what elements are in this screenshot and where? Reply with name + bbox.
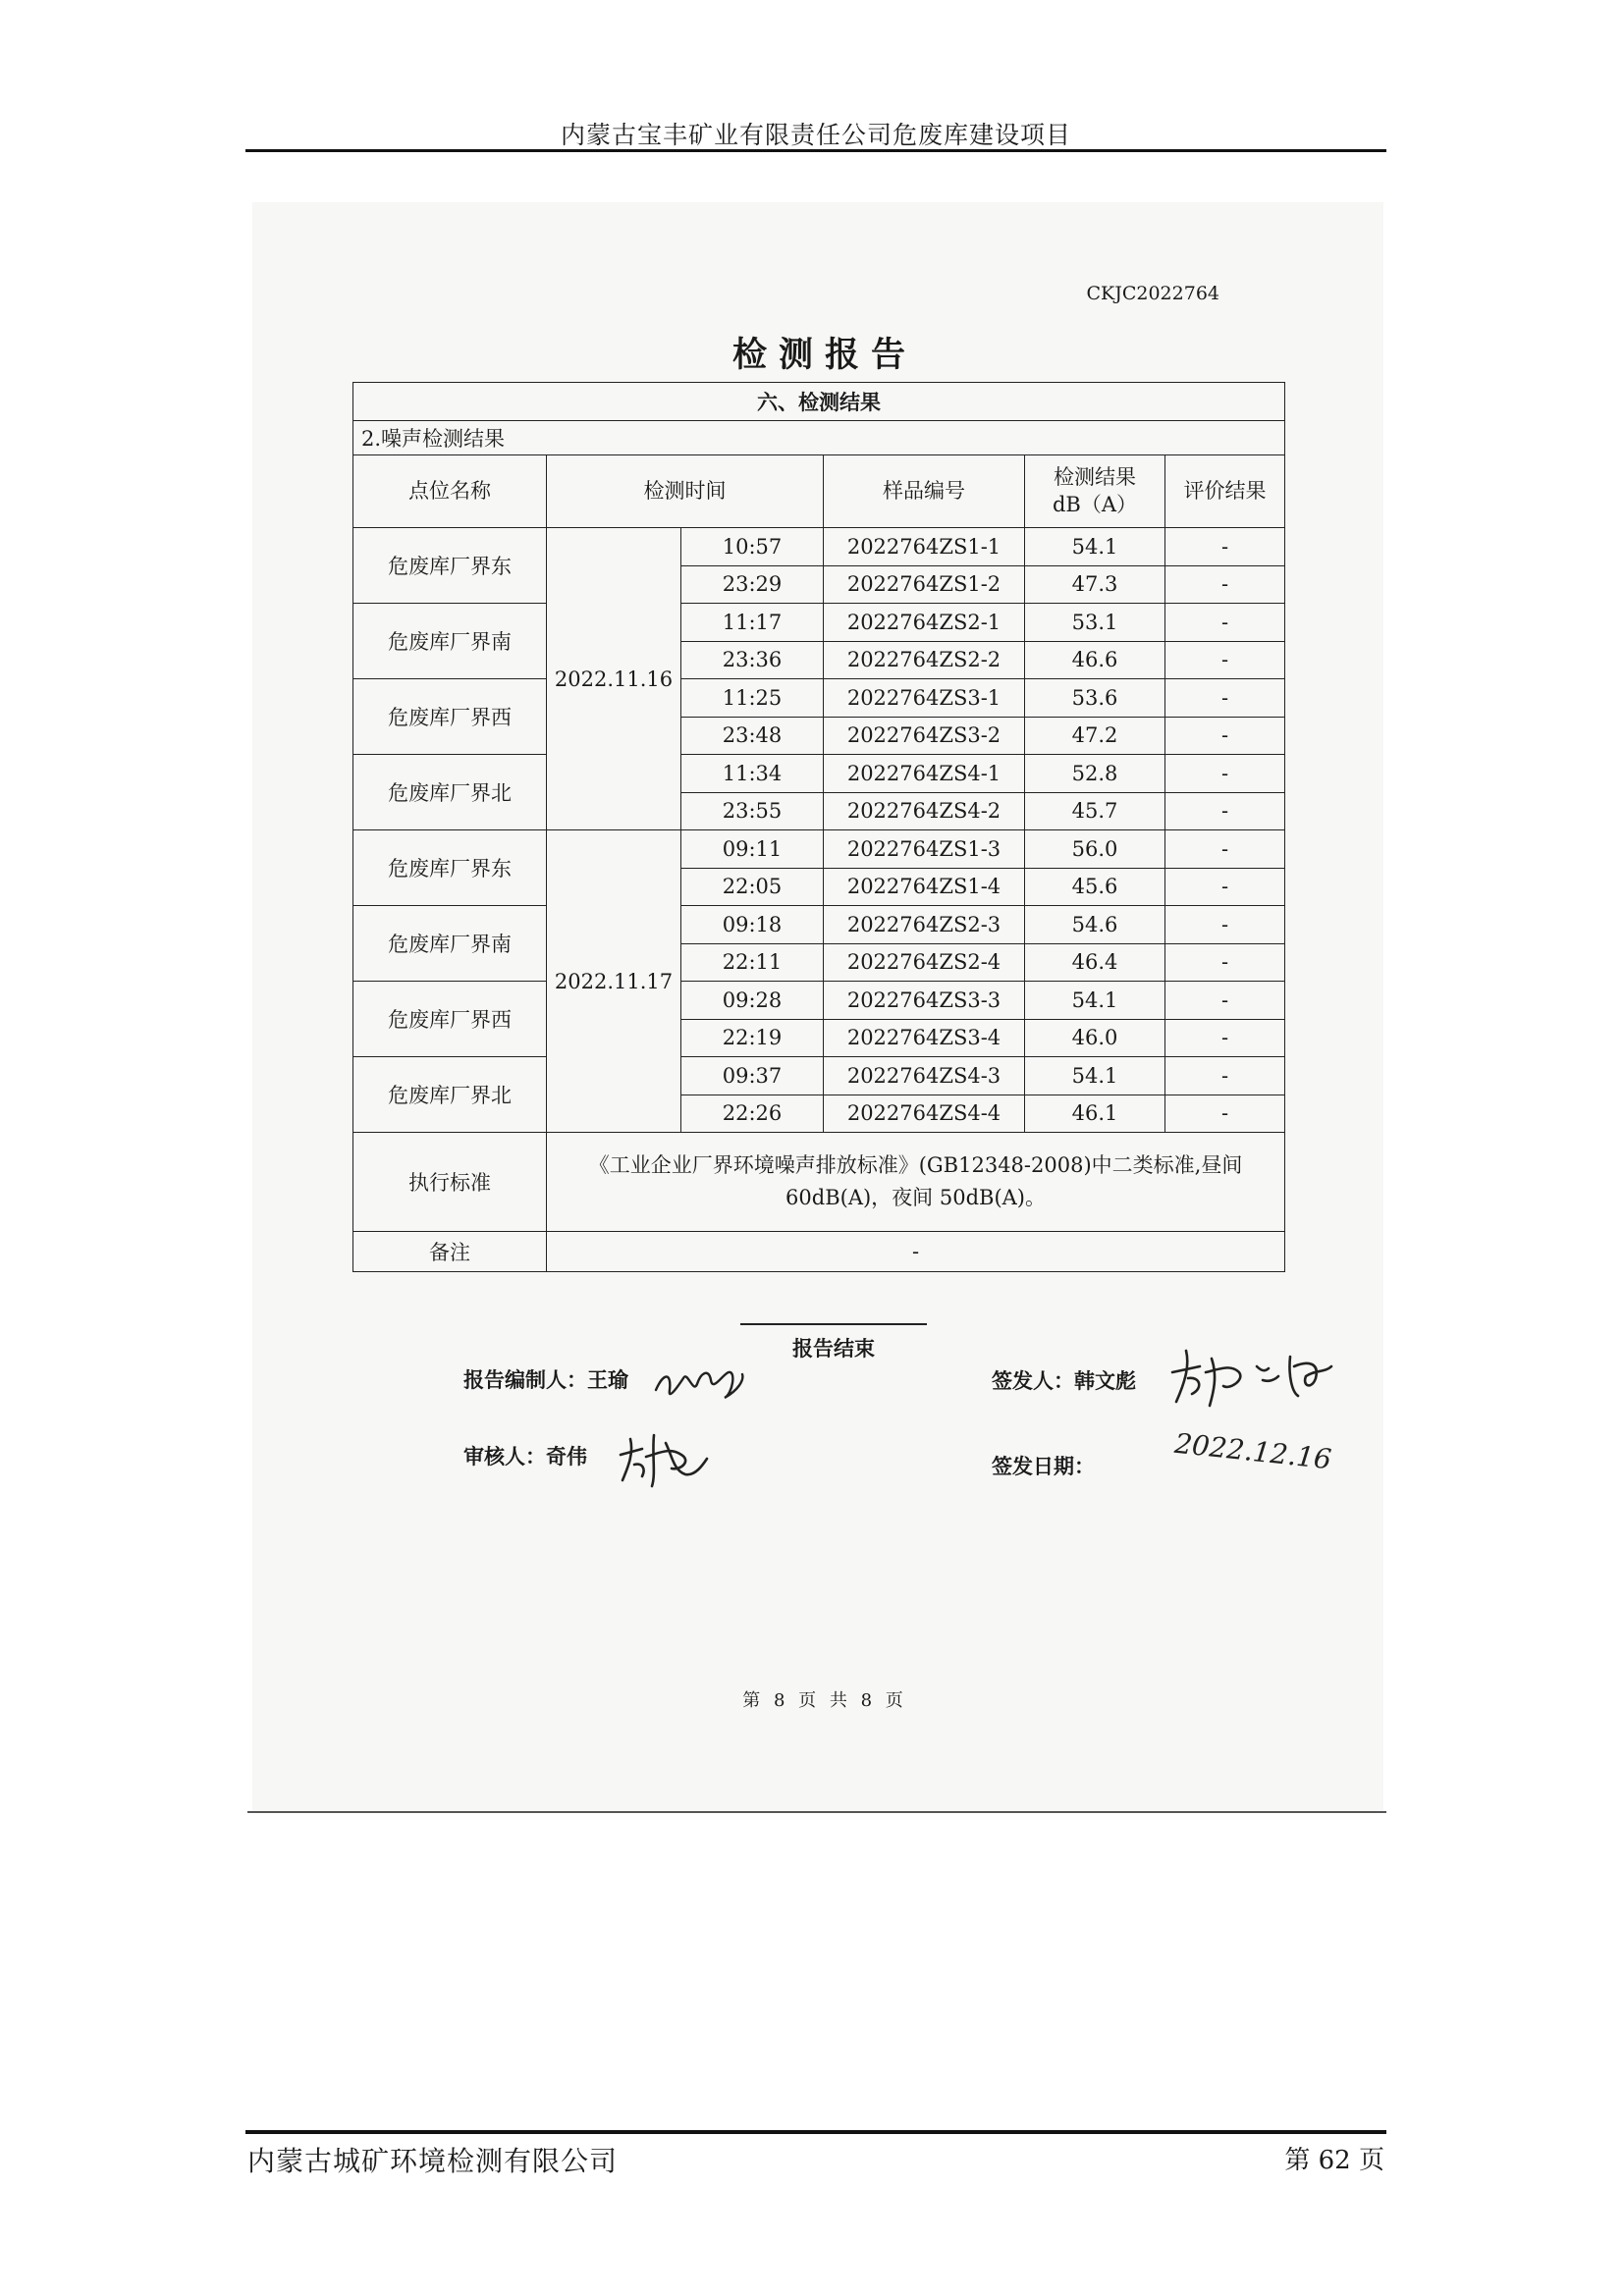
time-cell: 23:55: [681, 792, 824, 830]
evaluation-cell: -: [1165, 1057, 1285, 1095]
result-value-cell: 56.0: [1025, 830, 1165, 869]
location-name-cell: 危废库厂界南: [353, 906, 547, 982]
location-name-cell: 危废库厂界西: [353, 679, 547, 755]
evaluation-cell: -: [1165, 1095, 1285, 1133]
sample-id-cell: 2022764ZS3-1: [824, 679, 1025, 718]
table-row: [353, 1057, 1285, 1095]
result-value-cell: 46.1: [1025, 1095, 1165, 1133]
reviewer-signature: [613, 1425, 711, 1494]
result-value-cell: 47.3: [1025, 565, 1165, 604]
report-title: 检测报告: [731, 335, 917, 375]
result-value-cell: 54.1: [1025, 982, 1165, 1020]
sample-id-cell: 2022764ZS2-3: [824, 906, 1025, 944]
evaluation-cell: -: [1165, 868, 1285, 906]
footer-company: 内蒙古城矿环境检测有限公司: [247, 2145, 619, 2177]
evaluation-cell: -: [1165, 792, 1285, 830]
note-row: [353, 1232, 1285, 1272]
result-value-cell: 45.7: [1025, 792, 1165, 830]
time-cell: 23:29: [681, 565, 824, 604]
issue-date-label: 签发日期：: [992, 1455, 1095, 1478]
sample-id-cell: 2022764ZS4-4: [824, 1095, 1025, 1133]
compiler-signature: [650, 1351, 748, 1410]
standard-label-cell: 执行标准: [353, 1133, 547, 1232]
evaluation-cell: -: [1165, 679, 1285, 718]
result-value-cell: 45.6: [1025, 868, 1165, 906]
time-cell: 11:34: [681, 755, 824, 793]
location-name-cell: 危废库厂界南: [353, 604, 547, 679]
sample-id-cell: 2022764ZS3-3: [824, 982, 1025, 1020]
location-name-cell: 危废库厂界东: [353, 830, 547, 906]
footer-page-number: 第 62 页: [1284, 2146, 1384, 2175]
time-cell: 22:19: [681, 1019, 824, 1057]
sample-id-cell: 2022764ZS4-1: [824, 755, 1025, 793]
result-value-cell: 46.0: [1025, 1019, 1165, 1057]
column-header-evaluation: 评价结果: [1165, 455, 1285, 528]
time-cell: 23:36: [681, 641, 824, 679]
sample-id-cell: 2022764ZS1-4: [824, 868, 1025, 906]
evaluation-cell: -: [1165, 565, 1285, 604]
noise-results-table: [352, 382, 1285, 1272]
result-value-cell: 54.1: [1025, 1057, 1165, 1095]
footer-rule: [245, 2130, 1386, 2134]
table-row: [353, 906, 1285, 944]
issue-date-handwritten: 2022.12.16: [1172, 1426, 1333, 1476]
time-cell: 09:37: [681, 1057, 824, 1095]
evaluation-cell: -: [1165, 604, 1285, 642]
table-row: [353, 528, 1285, 566]
result-value-cell: 46.4: [1025, 943, 1165, 982]
standard-text-line: 60dB(A)，夜间 50dB(A)。: [785, 1186, 1047, 1209]
issuer-label: 签发人：韩文彪: [992, 1369, 1136, 1393]
result-value-cell: 53.1: [1025, 604, 1165, 642]
result-value-cell: 53.6: [1025, 679, 1165, 718]
date-cell: 2022.11.16: [547, 528, 681, 830]
column-header-location: 点位名称: [353, 455, 547, 528]
scan-edge: [247, 1811, 1386, 1813]
location-name-cell: 危废库厂界东: [353, 528, 547, 604]
report-number: CKJC2022764: [1086, 283, 1219, 304]
subsection-title: 2.噪声检测结果: [353, 421, 1285, 455]
standard-text-cell: [547, 1133, 1285, 1232]
evaluation-cell: -: [1165, 755, 1285, 793]
column-header-time: 检测时间: [547, 455, 824, 528]
standard-text-line: 《工业企业厂界环境噪声排放标准》(GB12348-2008)中二类标准,昼间: [588, 1153, 1243, 1178]
reviewer-label: 审核人：奇伟: [463, 1445, 587, 1468]
table-row: [353, 755, 1285, 793]
sample-id-cell: 2022764ZS2-4: [824, 943, 1025, 982]
date-cell: 2022.11.17: [547, 830, 681, 1133]
evaluation-cell: -: [1165, 943, 1285, 982]
sample-id-cell: 2022764ZS4-3: [824, 1057, 1025, 1095]
result-value-cell: 47.2: [1025, 717, 1165, 755]
sample-id-cell: 2022764ZS3-2: [824, 717, 1025, 755]
column-header-result-label: 检测结果: [1054, 465, 1136, 490]
header-rule: [245, 149, 1386, 152]
sample-id-cell: 2022764ZS1-3: [824, 830, 1025, 869]
result-value-cell: 54.1: [1025, 528, 1165, 566]
sample-id-cell: 2022764ZS4-2: [824, 792, 1025, 830]
sample-id-cell: 2022764ZS3-4: [824, 1019, 1025, 1057]
time-cell: 10:57: [681, 528, 824, 566]
table-row: [353, 604, 1285, 642]
issuer-signature: [1166, 1337, 1343, 1415]
result-value-cell: 54.6: [1025, 906, 1165, 944]
table-row: [353, 679, 1285, 718]
sample-id-cell: 2022764ZS1-2: [824, 565, 1025, 604]
evaluation-cell: -: [1165, 830, 1285, 869]
time-cell: 09:18: [681, 906, 824, 944]
evaluation-cell: -: [1165, 641, 1285, 679]
sample-id-cell: 2022764ZS2-2: [824, 641, 1025, 679]
time-cell: 11:25: [681, 679, 824, 718]
evaluation-cell: -: [1165, 906, 1285, 944]
time-cell: 11:17: [681, 604, 824, 642]
table-row: [353, 982, 1285, 1020]
evaluation-cell: -: [1165, 982, 1285, 1020]
location-name-cell: 危废库厂界北: [353, 1057, 547, 1133]
column-header-result: [1025, 455, 1165, 528]
location-name-cell: 危废库厂界西: [353, 982, 547, 1057]
end-of-report-rule: [740, 1323, 927, 1325]
time-cell: 09:28: [681, 982, 824, 1020]
end-of-report-label: 报告结束: [792, 1337, 875, 1361]
report-page-count: 第 8 页 共 8 页: [742, 1690, 907, 1711]
time-cell: 22:26: [681, 1095, 824, 1133]
compiler-label: 报告编制人：王瑜: [463, 1368, 628, 1392]
note-value-cell: -: [547, 1232, 1285, 1272]
evaluation-cell: -: [1165, 717, 1285, 755]
section-title: 六、检测结果: [353, 383, 1285, 421]
standard-row: [353, 1133, 1285, 1232]
evaluation-cell: -: [1165, 528, 1285, 566]
note-label-cell: 备注: [353, 1232, 547, 1272]
column-header-result-unit: dB（A）: [1052, 492, 1138, 516]
time-cell: 09:11: [681, 830, 824, 869]
result-value-cell: 46.6: [1025, 641, 1165, 679]
time-cell: 22:11: [681, 943, 824, 982]
sample-id-cell: 2022764ZS1-1: [824, 528, 1025, 566]
time-cell: 23:48: [681, 717, 824, 755]
sample-id-cell: 2022764ZS2-1: [824, 604, 1025, 642]
location-name-cell: 危废库厂界北: [353, 755, 547, 830]
time-cell: 22:05: [681, 868, 824, 906]
document-header-title: 内蒙古宝丰矿业有限责任公司危废库建设项目: [560, 121, 1071, 149]
table-row: [353, 830, 1285, 869]
evaluation-cell: -: [1165, 1019, 1285, 1057]
result-value-cell: 52.8: [1025, 755, 1165, 793]
column-header-sample-id: 样品编号: [824, 455, 1025, 528]
